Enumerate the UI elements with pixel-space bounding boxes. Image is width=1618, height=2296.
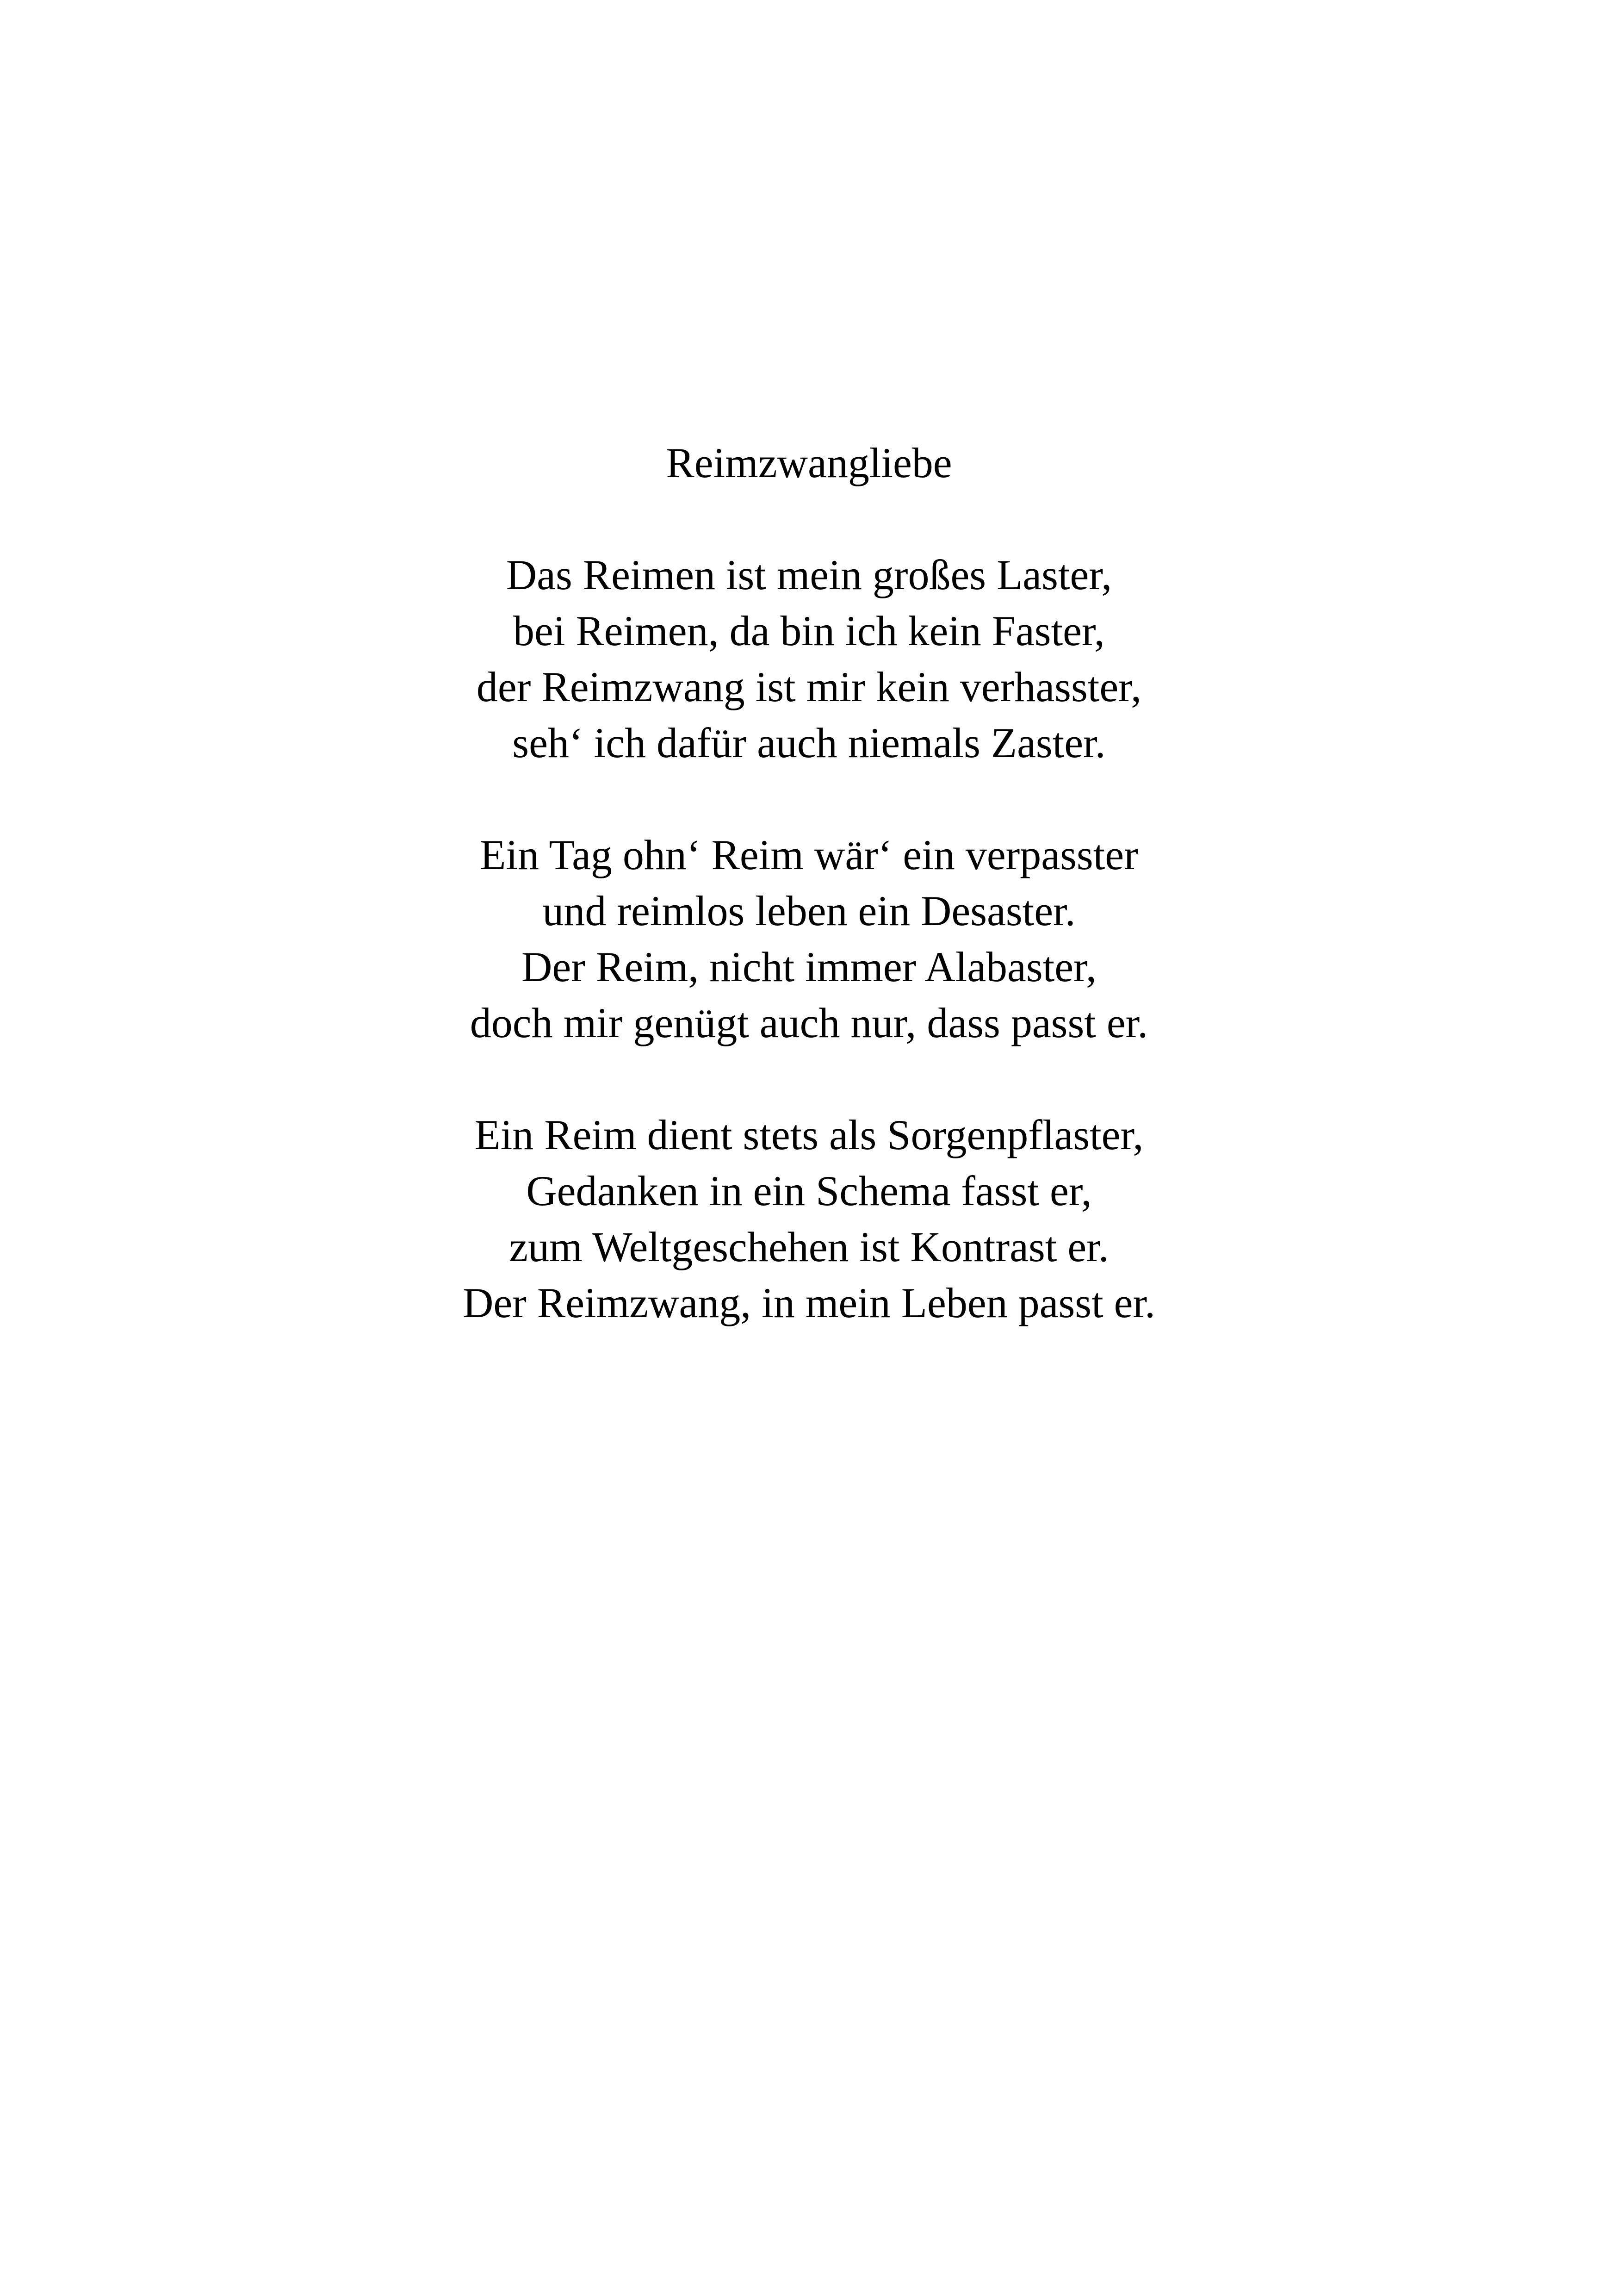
- poem: [0, 435, 1618, 1331]
- verse-line: seh‘ ich dafür auch niemals Zaster.: [512, 719, 1106, 766]
- verse-line: und reimlos leben ein Desaster.: [542, 887, 1076, 934]
- verse-line: bei Reimen, da bin ich kein Faster,: [513, 607, 1105, 654]
- verse-line: Ein Reim dient stets als Sorgenpflaster,: [474, 1111, 1144, 1158]
- verse-line: zum Weltgeschehen ist Kontrast er.: [509, 1223, 1109, 1270]
- stanza-spacer: [0, 1051, 1618, 1107]
- stanza-3: [0, 1107, 1618, 1331]
- stanza-1: [0, 547, 1618, 771]
- verse-line: Der Reim, nicht immer Alabaster,: [521, 943, 1097, 990]
- verse-line: Das Reimen ist mein großes Laster,: [506, 551, 1112, 598]
- verse-line: Ein Tag ohn‘ Reim wär‘ ein verpasster: [480, 831, 1138, 878]
- poem-title: Reimzwangliebe: [666, 439, 952, 486]
- verse-line: doch mir genügt auch nur, dass passt er.: [470, 999, 1148, 1046]
- verse-line: der Reimzwang ist mir kein verhasster,: [476, 663, 1142, 710]
- stanza-spacer: [0, 771, 1618, 827]
- stanza-2: [0, 827, 1618, 1051]
- stanza-spacer: [0, 491, 1618, 547]
- verse-line: Der Reimzwang, in mein Leben passt er.: [462, 1279, 1156, 1326]
- verse-line: Gedanken in ein Schema fasst er,: [526, 1167, 1092, 1214]
